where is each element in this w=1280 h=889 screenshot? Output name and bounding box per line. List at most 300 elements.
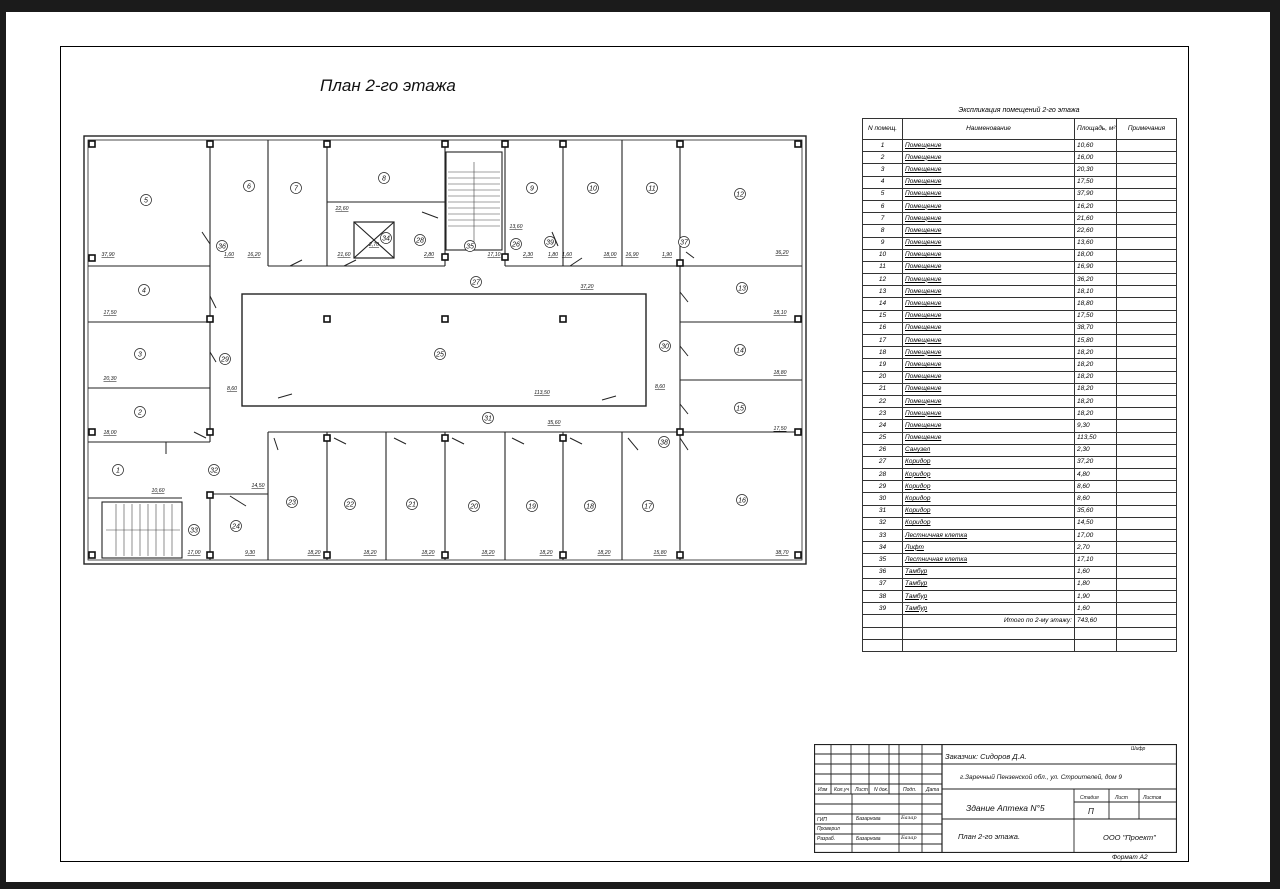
row-area: 9,30 — [1075, 420, 1117, 432]
row-number: 30 — [863, 493, 903, 505]
row-note — [1117, 542, 1177, 554]
room-schedule-row — [863, 542, 1177, 554]
row-name: Помещение — [903, 274, 1075, 286]
empty-cell — [903, 627, 1075, 639]
col-data: Дата — [926, 787, 940, 793]
row-number: 2 — [863, 152, 903, 164]
row-area: 13,60 — [1075, 237, 1117, 249]
empty-cell — [863, 627, 903, 639]
room-schedule-row — [863, 383, 1177, 395]
row-note — [1117, 274, 1177, 286]
total-spacer — [863, 615, 903, 627]
row-area: 37,20 — [1075, 456, 1117, 468]
room-number: 17 — [644, 503, 652, 511]
row-name: Помещение — [903, 188, 1075, 200]
room-schedule-row — [863, 408, 1177, 420]
room-schedule-row — [863, 140, 1177, 152]
room-number: 6 — [247, 183, 251, 191]
area-label: 10,60 — [151, 488, 165, 494]
row-name: Тамбур — [903, 578, 1075, 590]
row-note — [1117, 456, 1177, 468]
total-note — [1117, 615, 1177, 627]
row-name: Помещение — [903, 164, 1075, 176]
row-note — [1117, 152, 1177, 164]
area-label: 36,20 — [775, 250, 789, 256]
area-label: 37,90 — [101, 252, 115, 258]
sheet-format: Формат А2 — [1112, 854, 1148, 861]
room-schedule-table — [862, 118, 1177, 652]
room-schedule-row — [863, 371, 1177, 383]
room-schedule-row — [863, 493, 1177, 505]
row-name: Помещение — [903, 261, 1075, 273]
room-number: 8 — [382, 175, 386, 183]
row-number: 23 — [863, 408, 903, 420]
row-area: 17,00 — [1075, 530, 1117, 542]
room-number: 27 — [472, 279, 480, 287]
cipher-label: Шифр — [1131, 746, 1146, 752]
area-label: 2,30 — [522, 252, 534, 258]
row-area: 8,60 — [1075, 481, 1117, 493]
room-schedule-row — [863, 347, 1177, 359]
row-name: Помещение — [903, 347, 1075, 359]
room-schedule-row — [863, 517, 1177, 529]
row-number: 7 — [863, 213, 903, 225]
row-number: 4 — [863, 176, 903, 188]
row-name: Помещение — [903, 225, 1075, 237]
area-label: 1,90 — [661, 252, 673, 258]
area-label: 18,80 — [773, 370, 787, 376]
room-schedule-row — [863, 298, 1177, 310]
drawing-title: План 2-го этажа — [320, 76, 456, 95]
developer-surname: Базарнова — [856, 836, 881, 842]
row-note — [1117, 140, 1177, 152]
room-schedule-row — [863, 200, 1177, 212]
row-note — [1117, 481, 1177, 493]
room-schedule-row — [863, 213, 1177, 225]
row-note — [1117, 566, 1177, 578]
row-note — [1117, 249, 1177, 261]
row-name: Помещение — [903, 432, 1075, 444]
row-number: 38 — [863, 590, 903, 602]
row-note — [1117, 213, 1177, 225]
total-label: Итого по 2-му этажу: — [903, 615, 1075, 627]
room-schedule-total-row — [863, 615, 1177, 627]
room-number: 19 — [528, 503, 536, 511]
row-area: 1,80 — [1075, 578, 1117, 590]
area-label: 18,20 — [539, 550, 553, 556]
room-schedule-row — [863, 444, 1177, 456]
row-number: 1 — [863, 140, 903, 152]
room-number: 23 — [288, 499, 296, 507]
row-name: Санузел — [903, 444, 1075, 456]
row-name: Лестничная клетка — [903, 554, 1075, 566]
row-number: 16 — [863, 322, 903, 334]
row-note — [1117, 395, 1177, 407]
area-label: 14,50 — [251, 483, 265, 489]
area-label: 18,20 — [363, 550, 377, 556]
row-area: 38,70 — [1075, 322, 1117, 334]
area-label: 1,80 — [547, 252, 559, 258]
drawing-sheet — [6, 12, 1270, 882]
room-number: 11 — [648, 185, 656, 193]
area-label: 17,50 — [103, 310, 117, 316]
room-schedule-row — [863, 310, 1177, 322]
row-number: 8 — [863, 225, 903, 237]
row-name: Помещение — [903, 249, 1075, 261]
row-name: Коридор — [903, 456, 1075, 468]
row-number: 22 — [863, 395, 903, 407]
row-name: Помещение — [903, 395, 1075, 407]
area-label: 1,60 — [223, 252, 235, 258]
area-label: 8,60 — [226, 386, 238, 392]
row-name: Помещение — [903, 286, 1075, 298]
row-name: Лифт — [903, 542, 1075, 554]
row-area: 4,80 — [1075, 469, 1117, 481]
room-schedule-row — [863, 286, 1177, 298]
row-note — [1117, 493, 1177, 505]
room-number: 21 — [408, 501, 416, 509]
row-name: Коридор — [903, 505, 1075, 517]
room-number: 16 — [738, 497, 746, 505]
row-number: 17 — [863, 335, 903, 347]
header-room-note: Примечания — [1117, 119, 1177, 140]
row-area: 1,60 — [1075, 566, 1117, 578]
row-note — [1117, 335, 1177, 347]
checked-label: Проверил — [817, 826, 840, 832]
room-number: 13 — [738, 285, 746, 293]
room-number: 7 — [294, 185, 298, 193]
row-note — [1117, 188, 1177, 200]
row-note — [1117, 590, 1177, 602]
room-number: 2 — [138, 409, 142, 417]
room-number: 32 — [210, 467, 218, 475]
stage-label: Стадия — [1080, 795, 1099, 801]
row-number: 29 — [863, 481, 903, 493]
row-note — [1117, 310, 1177, 322]
row-number: 21 — [863, 383, 903, 395]
empty-cell — [1075, 627, 1117, 639]
row-name: Помещение — [903, 176, 1075, 188]
row-area: 113,50 — [1075, 432, 1117, 444]
area-label: 16,20 — [247, 252, 261, 258]
room-number: 9 — [530, 185, 534, 193]
row-note — [1117, 469, 1177, 481]
room-schedule-row — [863, 274, 1177, 286]
room-number: 30 — [661, 343, 669, 351]
row-note — [1117, 261, 1177, 273]
row-area: 37,90 — [1075, 188, 1117, 200]
room-number: 33 — [190, 527, 198, 535]
room-number: 31 — [484, 415, 492, 423]
row-note — [1117, 371, 1177, 383]
row-name: Помещение — [903, 140, 1075, 152]
site-address: г.Заречный Пензенской обл., ул. Строителей, дом 9 — [960, 774, 1122, 781]
room-schedule-row — [863, 249, 1177, 261]
row-area: 18,20 — [1075, 408, 1117, 420]
room-numbers — [113, 173, 748, 536]
room-number: 18 — [586, 503, 594, 511]
area-label: 17,10 — [487, 252, 501, 258]
row-name: Помещение — [903, 213, 1075, 225]
row-name: Тамбур — [903, 603, 1075, 615]
total-value: 743,60 — [1075, 615, 1117, 627]
row-name: Помещение — [903, 420, 1075, 432]
row-note — [1117, 408, 1177, 420]
area-label: 17,50 — [773, 426, 787, 432]
row-area: 35,60 — [1075, 505, 1117, 517]
header-room-name: Наименование — [903, 119, 1075, 140]
area-label: 1,60 — [561, 252, 573, 258]
row-area: 20,30 — [1075, 164, 1117, 176]
row-number: 37 — [863, 578, 903, 590]
row-name: Коридор — [903, 469, 1075, 481]
room-schedule-row — [863, 335, 1177, 347]
row-name: Помещение — [903, 359, 1075, 371]
area-label: 18,20 — [421, 550, 435, 556]
row-number: 9 — [863, 237, 903, 249]
col-list: Лист — [855, 787, 868, 793]
area-label: 18,10 — [773, 310, 787, 316]
gip-surname: Базарнова — [856, 816, 881, 822]
area-label: 18,20 — [481, 550, 495, 556]
empty-cell — [1117, 627, 1177, 639]
row-note — [1117, 322, 1177, 334]
area-label: 18,20 — [307, 550, 321, 556]
area-label: 2,80 — [423, 252, 435, 258]
room-schedule-row — [863, 578, 1177, 590]
row-note — [1117, 603, 1177, 615]
row-note — [1117, 420, 1177, 432]
row-number: 24 — [863, 420, 903, 432]
row-number: 5 — [863, 188, 903, 200]
building-name: Здание Аптека N°5 — [966, 803, 1045, 813]
room-schedule-row — [863, 176, 1177, 188]
sheet-name: План 2-го этажа. — [958, 832, 1021, 841]
row-number: 19 — [863, 359, 903, 371]
row-number: 32 — [863, 517, 903, 529]
area-label: 38,70 — [775, 550, 789, 556]
row-note — [1117, 347, 1177, 359]
row-name: Коридор — [903, 493, 1075, 505]
row-area: 18,20 — [1075, 383, 1117, 395]
empty-row — [863, 639, 1177, 651]
room-schedule-row — [863, 420, 1177, 432]
empty-row — [863, 627, 1177, 639]
row-number: 3 — [863, 164, 903, 176]
row-note — [1117, 554, 1177, 566]
row-number: 15 — [863, 310, 903, 322]
area-label: 21,60 — [337, 252, 351, 258]
row-area: 18,20 — [1075, 359, 1117, 371]
room-number: 1 — [116, 467, 120, 475]
room-schedule-row — [863, 566, 1177, 578]
room-schedule-row — [863, 456, 1177, 468]
row-name: Помещение — [903, 371, 1075, 383]
row-note — [1117, 359, 1177, 371]
room-schedule-row — [863, 469, 1177, 481]
area-label: 35,60 — [547, 420, 561, 426]
row-area: 18,20 — [1075, 347, 1117, 359]
row-name: Тамбур — [903, 590, 1075, 602]
row-name: Коридор — [903, 481, 1075, 493]
plan-walls — [84, 136, 806, 564]
room-schedule-row — [863, 530, 1177, 542]
row-name: Помещение — [903, 322, 1075, 334]
room-number: 29 — [221, 356, 229, 364]
room-number: 34 — [382, 235, 390, 243]
gip-label: ГИП — [817, 817, 827, 823]
row-note — [1117, 383, 1177, 395]
empty-cell — [863, 639, 903, 651]
area-label: 18,00 — [603, 252, 617, 258]
row-number: 33 — [863, 530, 903, 542]
room-number: 24 — [232, 523, 240, 531]
room-number: 3 — [138, 351, 142, 359]
floor-plan — [82, 132, 808, 568]
row-area: 36,20 — [1075, 274, 1117, 286]
row-number: 35 — [863, 554, 903, 566]
row-area: 16,90 — [1075, 261, 1117, 273]
row-area: 17,10 — [1075, 554, 1117, 566]
area-label: 2,70 — [368, 242, 380, 248]
area-label: 8,60 — [654, 384, 666, 390]
row-area: 17,50 — [1075, 176, 1117, 188]
row-area: 1,90 — [1075, 590, 1117, 602]
stage-value: П — [1088, 807, 1094, 816]
row-area: 18,80 — [1075, 298, 1117, 310]
room-schedule-row — [863, 261, 1177, 273]
row-note — [1117, 530, 1177, 542]
row-area: 22,60 — [1075, 225, 1117, 237]
room-schedule-row — [863, 188, 1177, 200]
area-label: 18,20 — [597, 550, 611, 556]
room-number: 39 — [546, 239, 554, 247]
row-number: 25 — [863, 432, 903, 444]
row-name: Помещение — [903, 335, 1075, 347]
area-label: 20,30 — [103, 376, 117, 382]
room-schedule-row — [863, 554, 1177, 566]
row-number: 20 — [863, 371, 903, 383]
row-area: 1,60 — [1075, 603, 1117, 615]
area-label: 37,20 — [580, 284, 594, 290]
room-schedule-row — [863, 359, 1177, 371]
row-area: 8,60 — [1075, 493, 1117, 505]
area-label: 22,60 — [335, 206, 349, 212]
row-name: Помещение — [903, 408, 1075, 420]
row-note — [1117, 164, 1177, 176]
developer-signature: Базар — [901, 835, 917, 841]
room-number: 22 — [346, 501, 354, 509]
room-number: 26 — [512, 241, 520, 249]
row-name: Лестничная клетка — [903, 530, 1075, 542]
area-label: 113,50 — [534, 390, 550, 396]
row-area: 15,80 — [1075, 335, 1117, 347]
room-schedule-body — [863, 140, 1177, 652]
area-label: 18,00 — [103, 430, 117, 436]
empty-cell — [903, 639, 1075, 651]
row-area: 18,20 — [1075, 395, 1117, 407]
row-name: Помещение — [903, 298, 1075, 310]
room-number: 20 — [470, 503, 478, 511]
room-number: 28 — [416, 237, 424, 245]
room-number: 14 — [736, 347, 744, 355]
room-number: 37 — [680, 239, 688, 247]
developed-label: Разраб. — [817, 836, 836, 842]
row-area: 17,50 — [1075, 310, 1117, 322]
row-area: 18,00 — [1075, 249, 1117, 261]
room-schedule-row — [863, 225, 1177, 237]
row-name: Помещение — [903, 383, 1075, 395]
area-label: 13,60 — [509, 224, 523, 230]
row-name: Тамбур — [903, 566, 1075, 578]
empty-cell — [1117, 639, 1177, 651]
room-schedule — [862, 104, 1176, 652]
room-number: 38 — [660, 439, 668, 447]
room-number: 25 — [436, 351, 444, 359]
col-kol: Кол.уч — [834, 787, 849, 793]
row-number: 36 — [863, 566, 903, 578]
row-note — [1117, 286, 1177, 298]
row-number: 11 — [863, 261, 903, 273]
area-label: 9,30 — [244, 550, 256, 556]
row-number: 12 — [863, 274, 903, 286]
room-number: 12 — [736, 191, 744, 199]
row-area: 2,30 — [1075, 444, 1117, 456]
row-note — [1117, 432, 1177, 444]
col-ndok: N док. — [874, 787, 889, 793]
room-schedule-row — [863, 237, 1177, 249]
row-number: 31 — [863, 505, 903, 517]
row-number: 26 — [863, 444, 903, 456]
room-schedule-row — [863, 432, 1177, 444]
row-note — [1117, 237, 1177, 249]
col-podp: Подп. — [903, 787, 917, 793]
row-number: 18 — [863, 347, 903, 359]
room-schedule-row — [863, 322, 1177, 334]
row-note — [1117, 298, 1177, 310]
room-number: 35 — [466, 243, 474, 251]
room-number: 36 — [218, 243, 226, 251]
row-area: 18,10 — [1075, 286, 1117, 298]
customer-name: Заказчик: Сидоров Д.А. — [945, 752, 1027, 761]
header-room-area: Площадь, м² — [1075, 119, 1117, 140]
row-note — [1117, 505, 1177, 517]
row-name: Помещение — [903, 200, 1075, 212]
row-note — [1117, 444, 1177, 456]
row-area: 14,50 — [1075, 517, 1117, 529]
area-label: 17,00 — [187, 550, 201, 556]
row-number: 6 — [863, 200, 903, 212]
sheets-label: Листов — [1143, 795, 1162, 801]
row-name: Помещение — [903, 237, 1075, 249]
col-izm: Изм — [818, 787, 828, 793]
row-note — [1117, 200, 1177, 212]
row-number: 14 — [863, 298, 903, 310]
row-note — [1117, 578, 1177, 590]
empty-cell — [1075, 639, 1117, 651]
room-schedule-row — [863, 152, 1177, 164]
row-name: Помещение — [903, 310, 1075, 322]
room-schedule-row — [863, 505, 1177, 517]
row-area: 21,60 — [1075, 213, 1117, 225]
row-number: 13 — [863, 286, 903, 298]
gip-signature: Базар — [901, 815, 917, 821]
title-block — [814, 744, 1177, 853]
room-schedule-title: Экспликация помещений 2-го этажа — [958, 107, 1080, 114]
room-number: 5 — [144, 197, 148, 205]
company-name: ООО "Проект" — [1103, 833, 1156, 842]
sheet-label: Лист — [1115, 795, 1128, 801]
